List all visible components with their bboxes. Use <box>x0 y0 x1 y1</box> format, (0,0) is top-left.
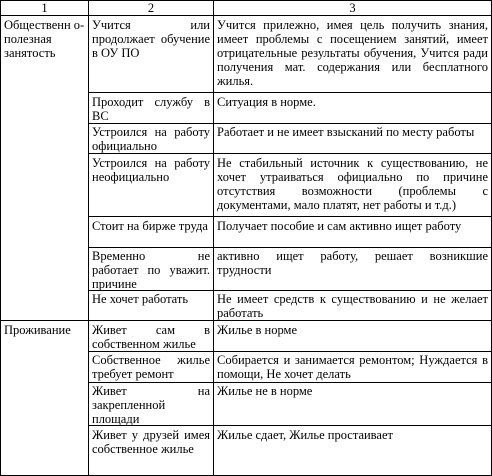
status-cell: Живет сам в собственном жилье <box>92 323 210 351</box>
category-employment: Общественн о-полезная занятость <box>4 18 85 60</box>
description-cell: Учится прилежно, имея цель получить знания, имеет проблемы с посещением занятий, имеет отрицательные результаты обучения, Учится ради получения мат. содержания или бесплатного жилья. <box>217 18 488 88</box>
rule <box>88 123 492 124</box>
status-cell: Живет у друзей имея собственное жилье <box>92 428 210 456</box>
rule <box>88 153 492 154</box>
status-cell: Учится или продолжает обучение в ОУ ПО <box>92 18 210 60</box>
status-cell: Проходит службу в ВС <box>92 95 210 123</box>
status-cell: Собственное жилье требует ремонт <box>92 353 210 381</box>
description-cell: активно ищет работу, решает возникшие трудности <box>217 249 488 277</box>
category-housing: Проживание <box>4 323 71 337</box>
description-cell: Не стабильный источник к существованию, не хочет утраиваться официально по причине отсутствия возможности (проблемы с документами, мало платят, нет работы и т.д.) <box>217 156 488 212</box>
rule <box>88 290 492 291</box>
description-cell: Жилье в норме <box>217 323 297 337</box>
status-cell: Устроился на работу официально <box>92 125 210 153</box>
rule-header <box>0 15 492 16</box>
description-cell: Жилье сдает, Жилье простаивает <box>217 428 393 442</box>
rule <box>88 247 492 248</box>
status-cell: Не хочет работать <box>92 292 189 306</box>
description-cell: Работает и не имеет взысканий по месту работы <box>217 125 475 139</box>
status-cell: Устроился на работу неофициально <box>92 156 210 184</box>
description-cell: Жилье не в норме <box>217 384 313 398</box>
status-cell: Временно не работает по уважит. причине <box>92 249 210 290</box>
description-cell: Ситуация в норме. <box>217 95 316 109</box>
description-cell: Собирается и занимается ремонтом; Нуждается в помощи, Не хочет делать <box>217 353 488 381</box>
description-cell: Не имеет средств к существованию и не желает работать <box>217 292 488 320</box>
header-col2: 2 <box>147 1 155 15</box>
description-cell: Получает пособие и сам активно ищет работу <box>217 219 462 233</box>
rule <box>88 92 492 93</box>
status-cell: Стоит на бирже труда <box>92 219 208 233</box>
header-col1: 1 <box>41 1 48 15</box>
rule-section <box>0 320 492 321</box>
rule <box>88 216 492 217</box>
rule <box>88 382 492 383</box>
rule <box>88 425 492 426</box>
rule <box>88 351 492 352</box>
status-cell: Живет на закрепленной площади <box>92 384 210 425</box>
header-col3: 3 <box>349 1 356 15</box>
